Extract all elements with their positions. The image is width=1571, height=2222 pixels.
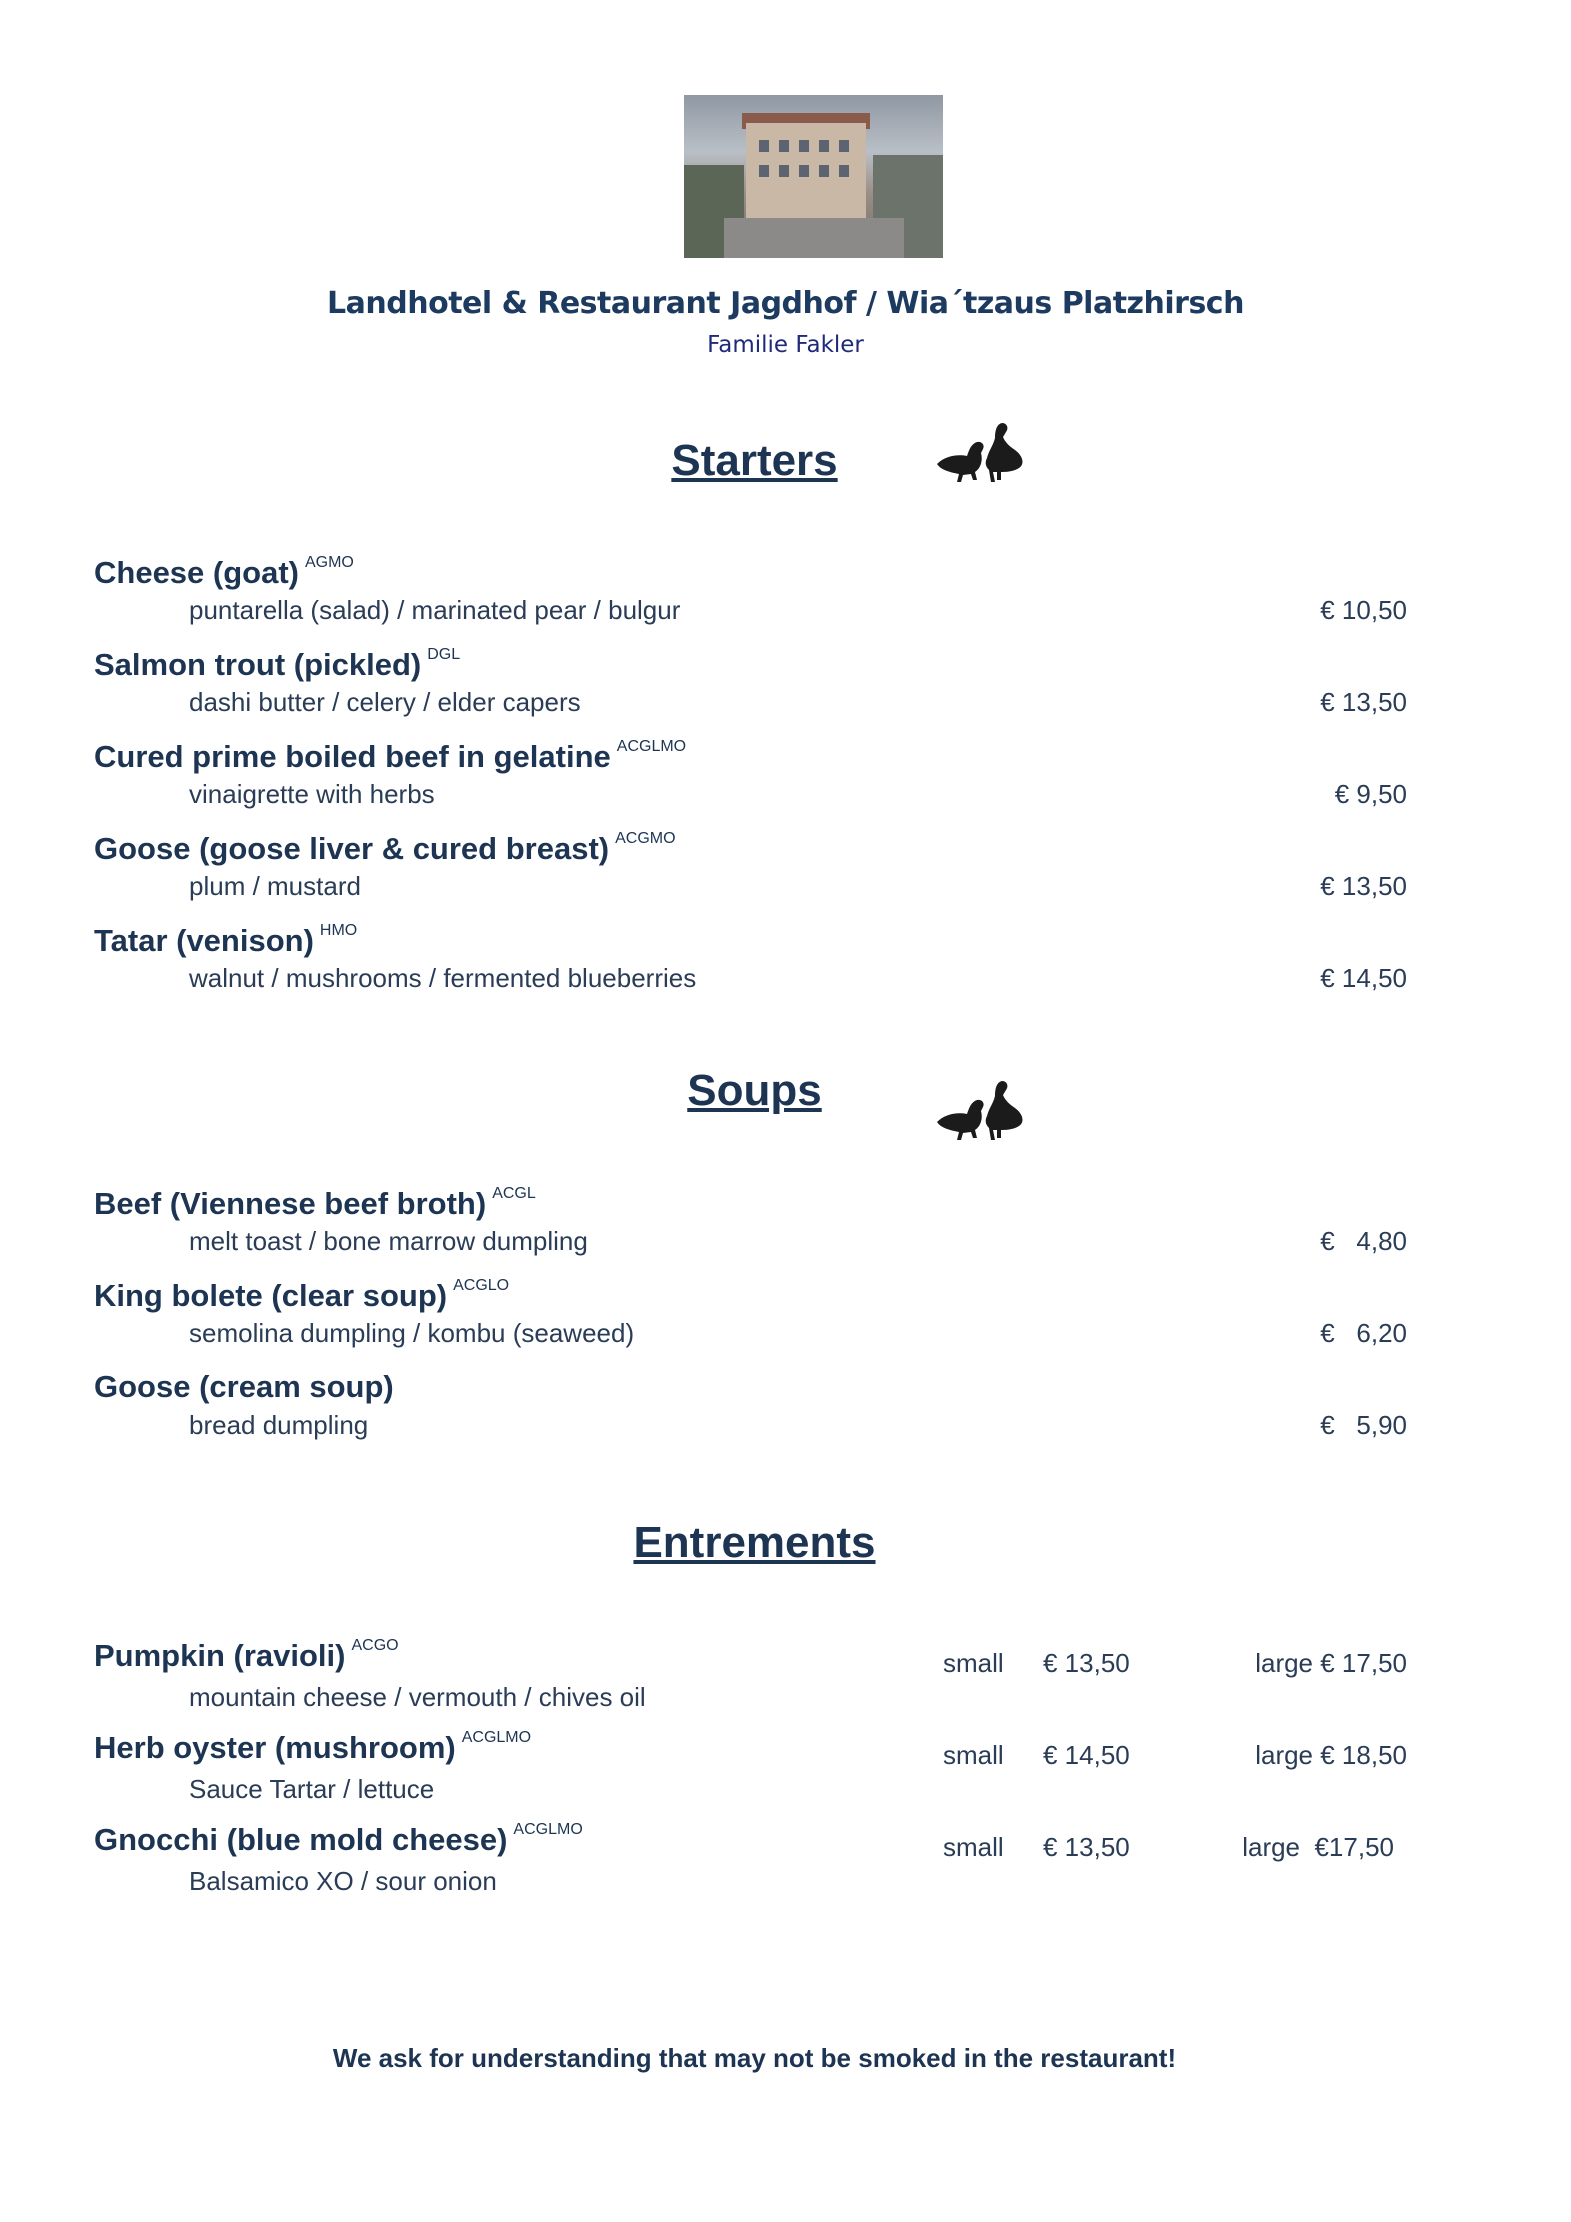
footer-notice: We ask for understanding that may not be smoked in the restaurant! (332, 2043, 1177, 2073)
dish-name: Beef (Viennese beef broth) $^{ACGL}$ (94, 1185, 536, 1221)
allergen-codes: ACGLMO (616, 738, 687, 755)
small-price: € 13,50 (1043, 1648, 1130, 1678)
dish-name: Tatar (venison) $^{HMO}$ (94, 922, 358, 958)
family-name: Familie Fakler (707, 332, 864, 358)
dish-description: Balsamico XO / sour onion (189, 1866, 497, 1896)
dish-name: Cured prime boiled beef in gelatine $^{ACGLMO}$ (94, 738, 687, 774)
allergen-codes: HMO (319, 922, 358, 939)
dish-price: € 10,50 (1320, 595, 1407, 625)
small-price: € 13,50 (1043, 1832, 1130, 1862)
dish-name: Salmon trout (pickled) $^{DGL}$ (94, 646, 461, 682)
dish-price: € 9,50 (1334, 779, 1407, 809)
dish-name: Goose (goose liver & cured breast) $^{ACGMO}$ (94, 830, 676, 866)
dish-name: Herb oyster (mushroom) $^{ACGLMO}$ (94, 1729, 532, 1765)
dish-name: King bolete (clear soup) $^{ACGLO}$ (94, 1277, 510, 1313)
dish-description: puntarella (salad) / marinated pear / bulgur (189, 595, 681, 625)
dish-name: Goose (cream soup) (94, 1369, 394, 1404)
hotel-photo (684, 95, 943, 258)
dish-name: Gnocchi (blue mold cheese) $^{ACGLMO}$ (94, 1821, 583, 1857)
hotel-name: Landhotel & Restaurant Jagdhof / Wia´tzaus Platzhirsch (327, 286, 1244, 321)
allergen-codes: DGL (427, 646, 461, 663)
dish-price: € 5,90 (1320, 1410, 1407, 1440)
allergen-codes: ACGLMO (513, 1821, 583, 1838)
dish-description: walnut / mushrooms / fermented blueberries (189, 963, 697, 993)
allergen-codes: AGMO (304, 554, 354, 571)
dish-price: € 6,20 (1320, 1318, 1407, 1348)
dish-description: semolina dumpling / kombu (seaweed) (189, 1318, 635, 1348)
large-price: large € 17,50 (1255, 1648, 1407, 1678)
large-price: large € 18,50 (1255, 1740, 1407, 1770)
dish-price: € 14,50 (1320, 963, 1407, 993)
dish-description: Sauce Tartar / lettuce (189, 1774, 435, 1804)
small-label: small (943, 1648, 1004, 1678)
geese-icon (935, 420, 1025, 486)
geese-icon (935, 1078, 1025, 1144)
section-title-soups: Soups (687, 1066, 822, 1115)
section-title-entrements: Entrements (633, 1518, 876, 1567)
dish-price: € 13,50 (1320, 687, 1407, 717)
allergen-codes: ACGLO (453, 1277, 510, 1294)
dish-name: Pumpkin (ravioli) $^{ACGO}$ (94, 1637, 399, 1673)
dish-description: vinaigrette with herbs (189, 779, 435, 809)
small-label: small (943, 1740, 1004, 1770)
dish-price: € 13,50 (1320, 871, 1407, 901)
allergen-codes: ACGLMO (461, 1729, 532, 1746)
dish-name: Cheese (goat) $^{AGMO}$ (94, 554, 354, 590)
allergen-codes: ACGO (351, 1637, 399, 1654)
allergen-codes: ACGMO (615, 830, 676, 847)
section-title-starters: Starters (671, 436, 838, 485)
large-price: large €17,50 (1242, 1832, 1394, 1862)
allergen-codes: ACGL (492, 1185, 536, 1202)
dish-description: plum / mustard (189, 871, 361, 901)
dish-description: mountain cheese / vermouth / chives oil (189, 1682, 646, 1712)
dish-description: melt toast / bone marrow dumpling (189, 1226, 588, 1256)
dish-description: dashi butter / celery / elder capers (189, 687, 581, 717)
small-price: € 14,50 (1043, 1740, 1130, 1770)
dish-description: bread dumpling (189, 1410, 369, 1440)
small-label: small (943, 1832, 1004, 1862)
dish-price: € 4,80 (1320, 1226, 1407, 1256)
